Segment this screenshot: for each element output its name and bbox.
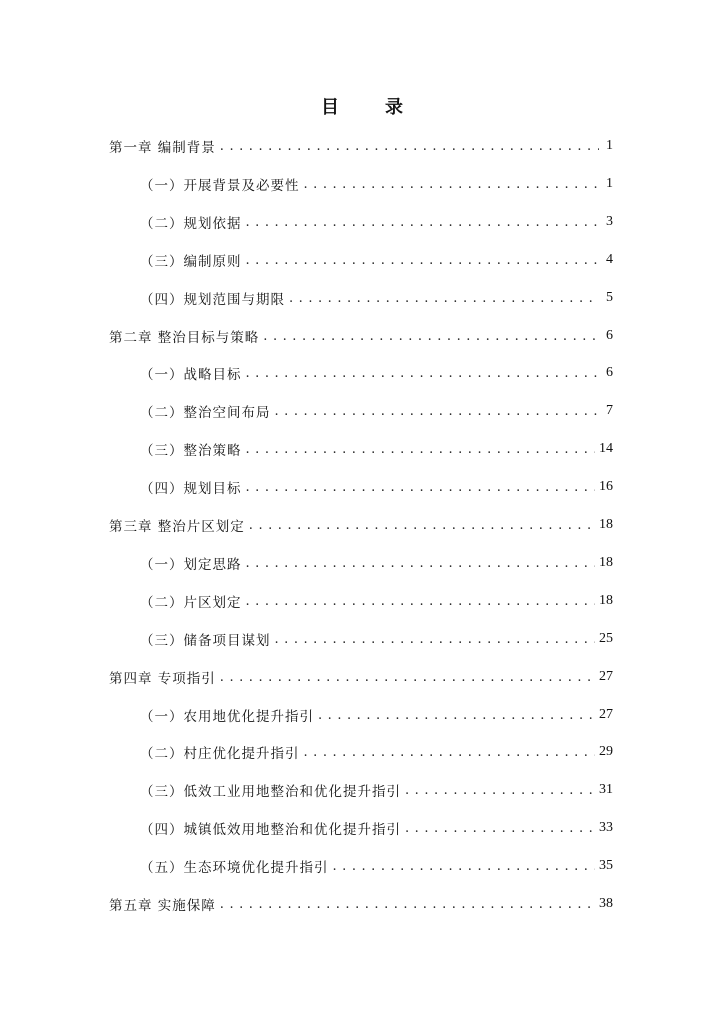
toc-dot-leader [220, 670, 595, 685]
toc-entry-label: （一）开展背景及必要性 [140, 178, 300, 194]
toc-entry-label: （五）生态环境优化提升指引 [140, 860, 329, 876]
toc-entry-label: （三）整治策略 [140, 443, 242, 459]
toc-entry-label: （二）片区划定 [140, 595, 242, 611]
toc-entry-label: （三）低效工业用地整治和优化提升指引 [140, 784, 401, 800]
toc-dot-leader [333, 859, 596, 874]
toc-entry-label: 第三章 整治片区划定 [109, 519, 245, 535]
toc-page-number: 6 [606, 365, 613, 380]
toc-dot-leader [405, 821, 595, 836]
toc-page-number: 29 [599, 744, 613, 759]
toc-page-number: 18 [599, 555, 613, 570]
toc-section-entry[interactable] [140, 172, 613, 196]
toc-dot-leader [289, 291, 599, 306]
toc-dot-leader [275, 404, 600, 419]
toc-dot-leader [318, 708, 595, 723]
toc-entry-label: （二）村庄优化提升指引 [140, 746, 300, 762]
toc-page-number: 18 [599, 593, 613, 608]
toc-dot-leader [405, 783, 595, 798]
toc-dot-leader [246, 594, 596, 609]
toc-page-number: 25 [599, 631, 613, 646]
toc-entry-label: （一）战略目标 [140, 367, 242, 383]
toc-dot-leader [246, 215, 600, 230]
toc-section-entry[interactable] [140, 740, 613, 764]
toc-page-number: 16 [599, 479, 613, 494]
toc-section-entry[interactable] [140, 703, 613, 727]
toc-dot-leader [246, 366, 600, 381]
toc-dot-leader [246, 253, 600, 268]
toc-dot-leader [246, 480, 596, 495]
toc-entry-label: （一）农用地优化提升指引 [140, 709, 314, 725]
toc-chapter-entry[interactable] [109, 134, 613, 158]
toc-entry-label: （四）规划范围与期限 [140, 292, 285, 308]
toc-section-entry[interactable] [140, 816, 613, 840]
toc-chapter-entry[interactable] [109, 513, 613, 537]
toc-page-number: 27 [599, 707, 613, 722]
toc-entry-label: 第五章 实施保障 [109, 898, 216, 914]
toc-section-entry[interactable] [140, 778, 613, 802]
toc-section-entry[interactable] [140, 286, 613, 310]
toc-section-entry[interactable] [140, 627, 613, 651]
toc-section-entry[interactable] [140, 854, 613, 878]
toc-page-number: 38 [599, 896, 613, 911]
toc-section-entry[interactable] [140, 437, 613, 461]
toc-page-number: 3 [606, 214, 613, 229]
toc-entry-label: （一）划定思路 [140, 557, 242, 573]
toc-page-number: 1 [606, 138, 613, 153]
toc-section-entry[interactable] [140, 589, 613, 613]
toc-dot-leader [275, 632, 596, 647]
toc-dot-leader [220, 139, 599, 154]
toc-dot-leader [249, 518, 595, 533]
toc-page-number: 18 [599, 517, 613, 532]
toc-entry-label: （四）城镇低效用地整治和优化提升指引 [140, 822, 401, 838]
toc-page-number: 14 [599, 441, 613, 456]
toc-title: 目 录 [321, 97, 417, 118]
toc-section-entry[interactable] [140, 248, 613, 272]
toc-entry-label: 第一章 编制背景 [109, 140, 216, 156]
toc-chapter-entry[interactable] [109, 892, 613, 916]
toc-section-entry[interactable] [140, 399, 613, 423]
toc-entry-label: （三）编制原则 [140, 254, 242, 270]
toc-page-number: 4 [606, 252, 613, 267]
toc-section-entry[interactable] [140, 361, 613, 385]
toc-section-entry[interactable] [140, 210, 613, 234]
toc-page-number: 5 [606, 290, 613, 305]
toc-page-number: 7 [606, 403, 613, 418]
toc-dot-leader [246, 442, 596, 457]
toc-entry-label: （四）规划目标 [140, 481, 242, 497]
toc-dot-leader [220, 897, 595, 912]
toc-entry-label: 第四章 专项指引 [109, 671, 216, 687]
toc-page-number: 1 [606, 176, 613, 191]
toc-page-number: 6 [606, 328, 613, 343]
toc-entry-label: （二）规划依据 [140, 216, 242, 232]
toc-chapter-entry[interactable] [109, 324, 613, 348]
toc-entry-label: （二）整治空间布局 [140, 405, 271, 421]
toc-page-number: 35 [599, 858, 613, 873]
toc-page-number: 33 [599, 820, 613, 835]
toc-page-number: 31 [599, 782, 613, 797]
toc-dot-leader [263, 329, 599, 344]
toc-section-entry[interactable] [140, 551, 613, 575]
toc-dot-leader [304, 177, 600, 192]
toc-entry-label: 第二章 整治目标与策略 [109, 330, 260, 346]
toc-chapter-entry[interactable] [109, 665, 613, 689]
toc-dot-leader [304, 745, 596, 760]
toc-section-entry[interactable] [140, 475, 613, 499]
toc-dot-leader [246, 556, 596, 571]
toc-page-number: 27 [599, 669, 613, 684]
toc-entry-label: （三）储备项目谋划 [140, 633, 271, 649]
